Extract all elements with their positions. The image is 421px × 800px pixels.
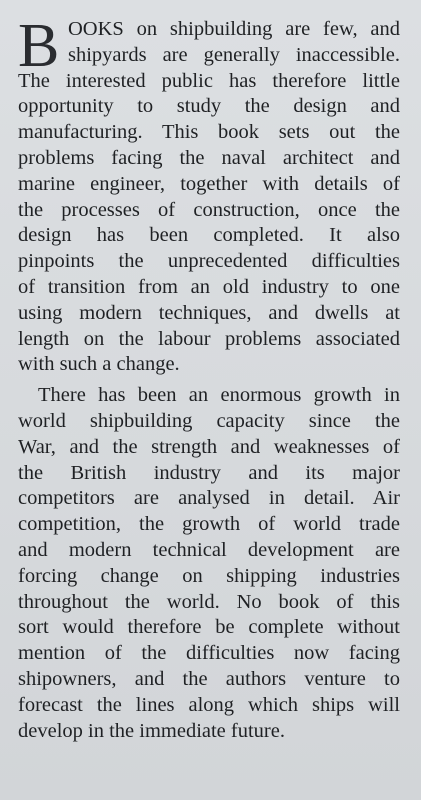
paragraph-2-line: develop in the immediate future. [18,719,285,742]
paragraph-1-line: pinpoints the unprecedented difficulties [18,250,400,273]
paragraph-1-line: using modern techniques, and dwells at [18,301,400,324]
paragraph-1-line: with such a change. [18,353,180,376]
paragraph-1-line: The interested public has therefore little [18,69,400,92]
paragraph-1-line: shipyards are generally inaccessible. [68,43,400,66]
paragraph-2-line: forecast the lines along which ships will [18,693,400,716]
paragraph-1-line: of transition from an old industry to one [18,275,400,298]
paragraph-1-line: OOKS on shipbuilding are few, and [68,18,400,40]
paragraph-2-line: throughout the world. No book of this [18,590,400,613]
paragraph-2-line: the British industry and its major [18,461,400,484]
paragraph-2-line: shipowners, and the authors venture to [18,667,400,690]
paragraph-2-line: competitors are analysed in detail. Air [18,487,400,510]
paragraph-2-line: world shipbuilding capacity since the [18,409,400,432]
paragraph-1-line: length on the labour problems associated [18,327,400,350]
paragraph-1-line: the processes of construction, once the [18,198,400,221]
paragraph-2-line: forcing change on shipping industries [18,564,400,587]
paragraph-2-line: competition, the growth of world trade [18,513,400,536]
paragraph-1-line: problems facing the naval architect and [18,146,400,169]
paragraph-1-line: manufacturing. This book sets out the [18,121,400,144]
paragraph-2-line: War, and the strength and weaknesses of [18,435,400,458]
drop-cap: B [18,12,60,80]
paragraph-2-line: sort would therefore be complete without [18,616,400,639]
paragraph-2-line: mention of the difficulties now facing [18,642,400,665]
paragraph-2-line: and modern technical development are [18,538,400,561]
blurb-text [18,12,400,744]
paragraph-1-line: design has been completed. It also [18,224,400,247]
paragraph-1-line: marine engineer, together with details of [18,172,400,195]
paragraph-1-line: opportunity to study the design and [18,95,400,118]
paragraph-2-line: There has been an enormous growth in [38,384,400,407]
